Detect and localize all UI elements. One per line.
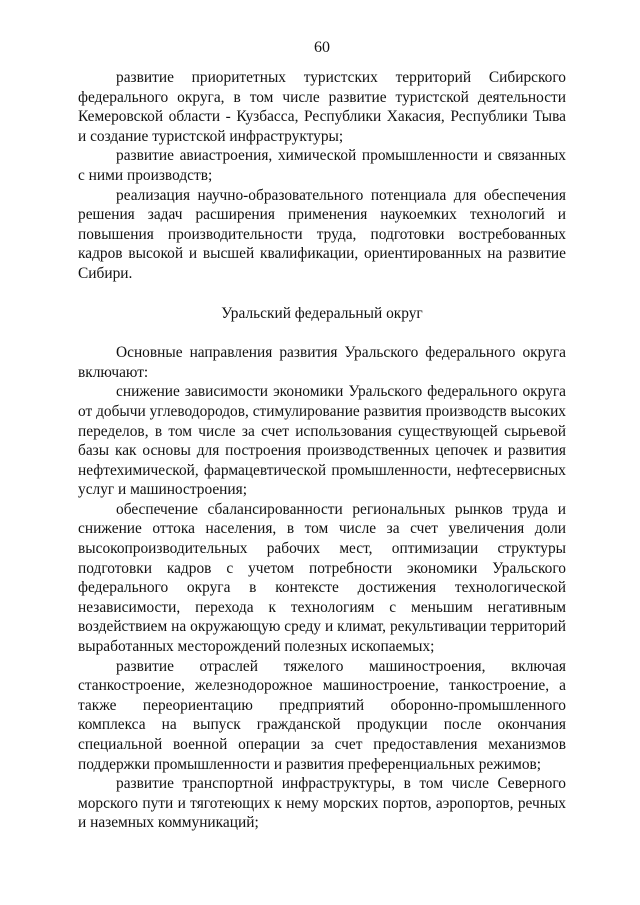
paragraph: обеспечение сбалансированности региональных рынков труда и снижение оттока населения, в том числе за счет увеличения доли высокопроизводительных рабочих мест, оптимизации структуры подготовки кадров с учетом потребности экономики Уральского федерального округа в контексте достижения технологической независимости, перехода к технологиям с меньшим негативным воздействием на окружающую среду и климат, рекультивации территорий выработанных месторождений полезных ископаемых; bbox=[78, 500, 566, 656]
paragraph: развитие отраслей тяжелого машиностроения, включая станкостроение, железнодорожное машиностроение, танкостроение, а также переориентацию предприятий оборонно-промышленного комплекса на выпуск гражданской продукции после окончания специальной военной операции за счет предоставления механизмов поддержки промышленности и развития преференциальных режимов; bbox=[78, 657, 566, 773]
section-ural bbox=[78, 343, 566, 833]
page-number: 60 bbox=[314, 39, 330, 56]
paragraph: Основные направления развития Уральского федерального округа включают: bbox=[78, 344, 566, 381]
section-siberia-continuation bbox=[78, 68, 566, 284]
paragraph: развитие транспортной инфраструктуры, в том числе Северного морского пути и тяготеющих к нему морских портов, аэропортов, речных и наземных коммуникаций; bbox=[78, 775, 566, 832]
paragraph: реализация научно-образовательного потенциала для обеспечения решения задач расширения применения наукоемких технологий и повышения производительности труда, подготовки востребованных кадров высокой и высшей квалификации, ориентированных на развитие Сибири. bbox=[78, 186, 566, 282]
section-heading: Уральский федеральный округ bbox=[221, 304, 423, 322]
paragraph: снижение зависимости экономики Уральского федерального округа от добычи углеводородов, стимулирование развития производств высоких переделов, в том числе за счет использования существующей сырьевой базы как основы для построения производственных цепочек и развития нефтехимической, фармацевтической промышленности, нефтесервисных услуг и машиностроения; bbox=[78, 383, 567, 499]
paragraph: развитие приоритетных туристских территорий Сибирского федерального округа, в том числе развитие туристской деятельности Кемеровской области - Кузбасса, Республики Хакасия, Республики Тыва и создание туристской инфраструктуры; bbox=[78, 69, 566, 145]
paragraph: развитие авиастроения, химической промышленности и связанных с ними производств; bbox=[78, 147, 566, 184]
